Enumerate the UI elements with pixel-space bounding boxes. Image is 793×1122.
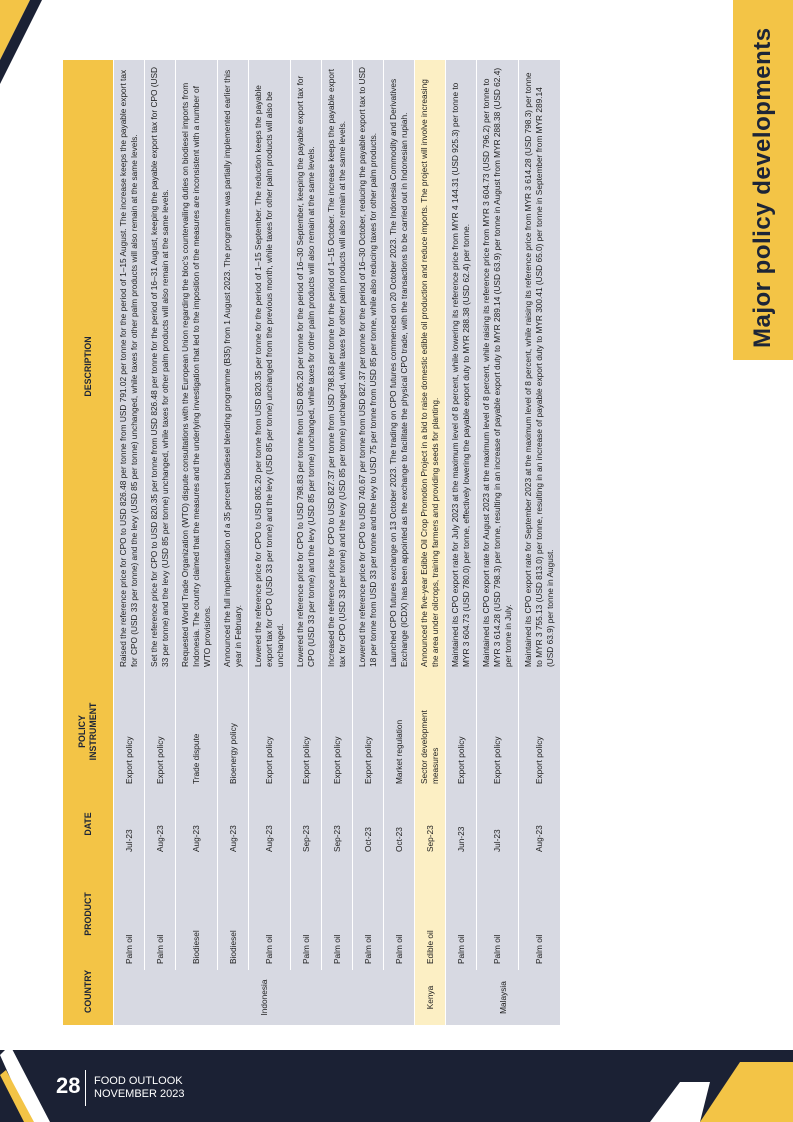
country-indonesia: Indonesia (114, 970, 415, 1025)
cell-product: Palm oil (446, 858, 477, 970)
cell-instrument: Export policy (145, 673, 176, 790)
cell-instrument: Market regulation (384, 673, 415, 790)
section-title: Major policy developments (749, 27, 776, 348)
cell-product: Palm oil (291, 858, 322, 970)
cell-date: Aug-23 (218, 790, 249, 858)
cell-product: Palm oil (322, 858, 353, 970)
table-row (353, 60, 384, 1025)
cell-description: Maintained its CPO export rate for September 2023 at the maximum level of 8 percent, while raising its reference price from MYR 3 614.28 (USD 798.3) per tonne to MYR 3 755.13 (USD 813.0) per tonne, resulting in an increase of payable export duty to MYR 300.41 (USD 65.0) per tonne in September from MYR 289.14 (USD 63.9) per tonne in August. (519, 60, 561, 673)
cell-product: Palm oil (145, 858, 176, 970)
table-row (176, 60, 218, 1025)
cell-description: Increased the reference price for CPO to USD 827.37 per tonne from USD 798.83 per tonne for the period of 1–15 October. The increase keeps the payable export tax for CPO (USD 33 per tonne) and the levy (USD 85 per tonne) unchanged, while taxes for other palm products will also remain at the same levels. (322, 60, 353, 673)
table-row (322, 60, 353, 1025)
cell-date: Jul-23 (114, 790, 145, 858)
cell-instrument: Bioenergy policy (218, 673, 249, 790)
cell-date: Sep-23 (415, 790, 446, 858)
policy-table-container (63, 60, 729, 1025)
table-row (519, 60, 561, 1025)
cell-description: Requested World Trade Organization (WTO) dispute consultations with the European Union regarding the bloc's countervailing duties on biodiesel imports from Indonesia. The country claimed that the measures and the underlying investigation that led to the imposition of the measures are inconsistent with a number of WTO provisions. (176, 60, 218, 673)
table-row (114, 60, 145, 1025)
cell-date: Aug-23 (145, 790, 176, 858)
footer-divider (85, 1070, 86, 1106)
header-date: DATE (63, 790, 114, 858)
cell-instrument: Export policy (477, 673, 519, 790)
cell-product: Palm oil (384, 858, 415, 970)
cell-instrument: Sector development measures (415, 673, 446, 790)
cell-product: Palm oil (477, 858, 519, 970)
cell-product: Palm oil (353, 858, 384, 970)
cell-instrument: Export policy (291, 673, 322, 790)
cell-date: Aug-23 (176, 790, 218, 858)
cell-description: Maintained its CPO export rate for July 2023 at the maximum level of 8 percent, while lowering its reference price from MYR 4 144.31 (USD 925.3) per tonne to MYR 3 604.73 (USD 780.0) per tonne, effectively lowering the payable export duty to MYR 288.38 (USD 62.4) per tonne. (446, 60, 477, 673)
cell-date: Jun-23 (446, 790, 477, 858)
table-row (145, 60, 176, 1025)
corner-decoration-top-left (0, 0, 50, 110)
cell-description: Lowered the reference price for CPO to USD 805.20 per tonne from USD 820.35 per tonne for the period of 1–15 September. The reduction keeps the payable export tax for CPO (USD 33 per tonne) and the levy (USD 85 per tonne) unchanged from the previous month, while taxes for other palm products will also be unchanged. (249, 60, 291, 673)
cell-date: Oct-23 (384, 790, 415, 858)
page-number: 28 (56, 1073, 81, 1098)
cell-description: Raised the reference price for CPO to USD 826.48 per tonne from USD 791.02 per tonne for the period of 1–15 August. The increase keeps the payable export tax for CPO (USD 33 per tonne) and the levy (USD 85 per tonne) unchanged, while taxes for other palm products will also remain at the same levels. (114, 60, 145, 673)
cell-product: Biodiesel (218, 858, 249, 970)
cell-date: Aug-23 (249, 790, 291, 858)
header-instrument-line1: POLICY (77, 715, 87, 748)
cell-instrument: Export policy (322, 673, 353, 790)
cell-instrument: Export policy (353, 673, 384, 790)
footer-stripes-decoration (0, 1045, 50, 1122)
table-row (415, 60, 446, 1025)
cell-description: Announced the full implementation of a 35 percent biodiesel blending programme (B35) from 1 August 2023. The programme was partially implemented earlier this year in February. (218, 60, 249, 673)
footer-title-line1: FOOD OUTLOOK (94, 1075, 183, 1087)
cell-date: Oct-23 (353, 790, 384, 858)
table-row (249, 60, 291, 1025)
cell-product: Palm oil (519, 858, 561, 970)
cell-product: Biodiesel (176, 858, 218, 970)
table-row (446, 60, 477, 1025)
cell-date: Aug-23 (519, 790, 561, 858)
cell-description: Lowered the reference price for CPO to USD 740.67 per tonne from USD 827.37 per tonne for the period of 16–30 October, reducing the payable export tax to USD 18 per tonne from USD 33 per tonne and the levy to USD 75 per tonne from USD 85 per tonne, while also reducing taxes for other palm products. (353, 60, 384, 673)
footer-title-line2: NOVEMBER 2023 (94, 1088, 185, 1100)
cell-date: Sep-23 (291, 790, 322, 858)
cell-description: Lowered the reference price for CPO to USD 798.83 per tonne from USD 805.20 per tonne for the period of 16–30 September, keeping the payable export tax for CPO (USD 33 per tonne) and the levy (USD 85 per tonne) unchanged, while taxes for other palm products will also remain at the same levels. (291, 60, 322, 673)
footer-corner-decoration (650, 1062, 793, 1122)
cell-instrument: Export policy (519, 673, 561, 790)
cell-instrument: Export policy (249, 673, 291, 790)
header-country: COUNTRY (63, 970, 114, 1025)
cell-description: Announced the five-year Edible Oil Crop Promotion Project in a bid to raise domestic edible oil production and reduce imports. The project will involve increasing the area under oilcrops, training farmers and providing seeds for planting. (415, 60, 446, 673)
table-row (218, 60, 249, 1025)
header-policy-instrument (63, 673, 114, 790)
table-row (291, 60, 322, 1025)
country-kenya: Kenya (415, 970, 446, 1025)
cell-date: Jul-23 (477, 790, 519, 858)
table-row (477, 60, 519, 1025)
table-header-row (63, 60, 114, 1025)
cell-product: Palm oil (249, 858, 291, 970)
country-malaysia: Malaysia (446, 970, 561, 1025)
header-description: DESCRIPTION (63, 60, 114, 673)
header-product: PRODUCT (63, 858, 114, 970)
cell-instrument: Export policy (446, 673, 477, 790)
policy-table (63, 60, 560, 1025)
cell-instrument: Export policy (114, 673, 145, 790)
header-instrument-line2: INSTRUMENT (88, 702, 98, 761)
cell-product: Palm oil (114, 858, 145, 970)
cell-instrument: Trade dispute (176, 673, 218, 790)
footer-publication-title (94, 1075, 184, 1101)
cell-description: Launched CPO futures exchange on 13 October 2023. The trading on CPO futures commenced on 20 October 2023. The Indonesia Commodity and Derivatives Exchange (ICDX) has been appointed as the exchange to facilitate the physical CPO trade, with the transactions to be carried out in Indonesian rupiah. (384, 60, 415, 673)
cell-product: Edible oil (415, 858, 446, 970)
table-row (384, 60, 415, 1025)
cell-date: Sep-23 (322, 790, 353, 858)
cell-description: Maintained its CPO export rate for August 2023 at the maximum level of 8 percent, while raising its reference price from MYR 3 604.73 (USD 796.2) per tonne to MYR 3 614.28 (USD 798.3) per tonne, resulting in an increase of payable export duty to MYR 289.14 (USD 63.9) per tonne in August from MYR 288.38 (USD 62.4) per tonne in July. (477, 60, 519, 673)
cell-description: Set the reference price for CPO to USD 820.35 per tonne from USD 826.48 per tonne for the period of 16–31 August, keeping the payable export tax for CPO (USD 33 per tonne) and the levy (USD 85 per tonne) unchanged, while taxes for other palm products will also remain at the same levels. (145, 60, 176, 673)
